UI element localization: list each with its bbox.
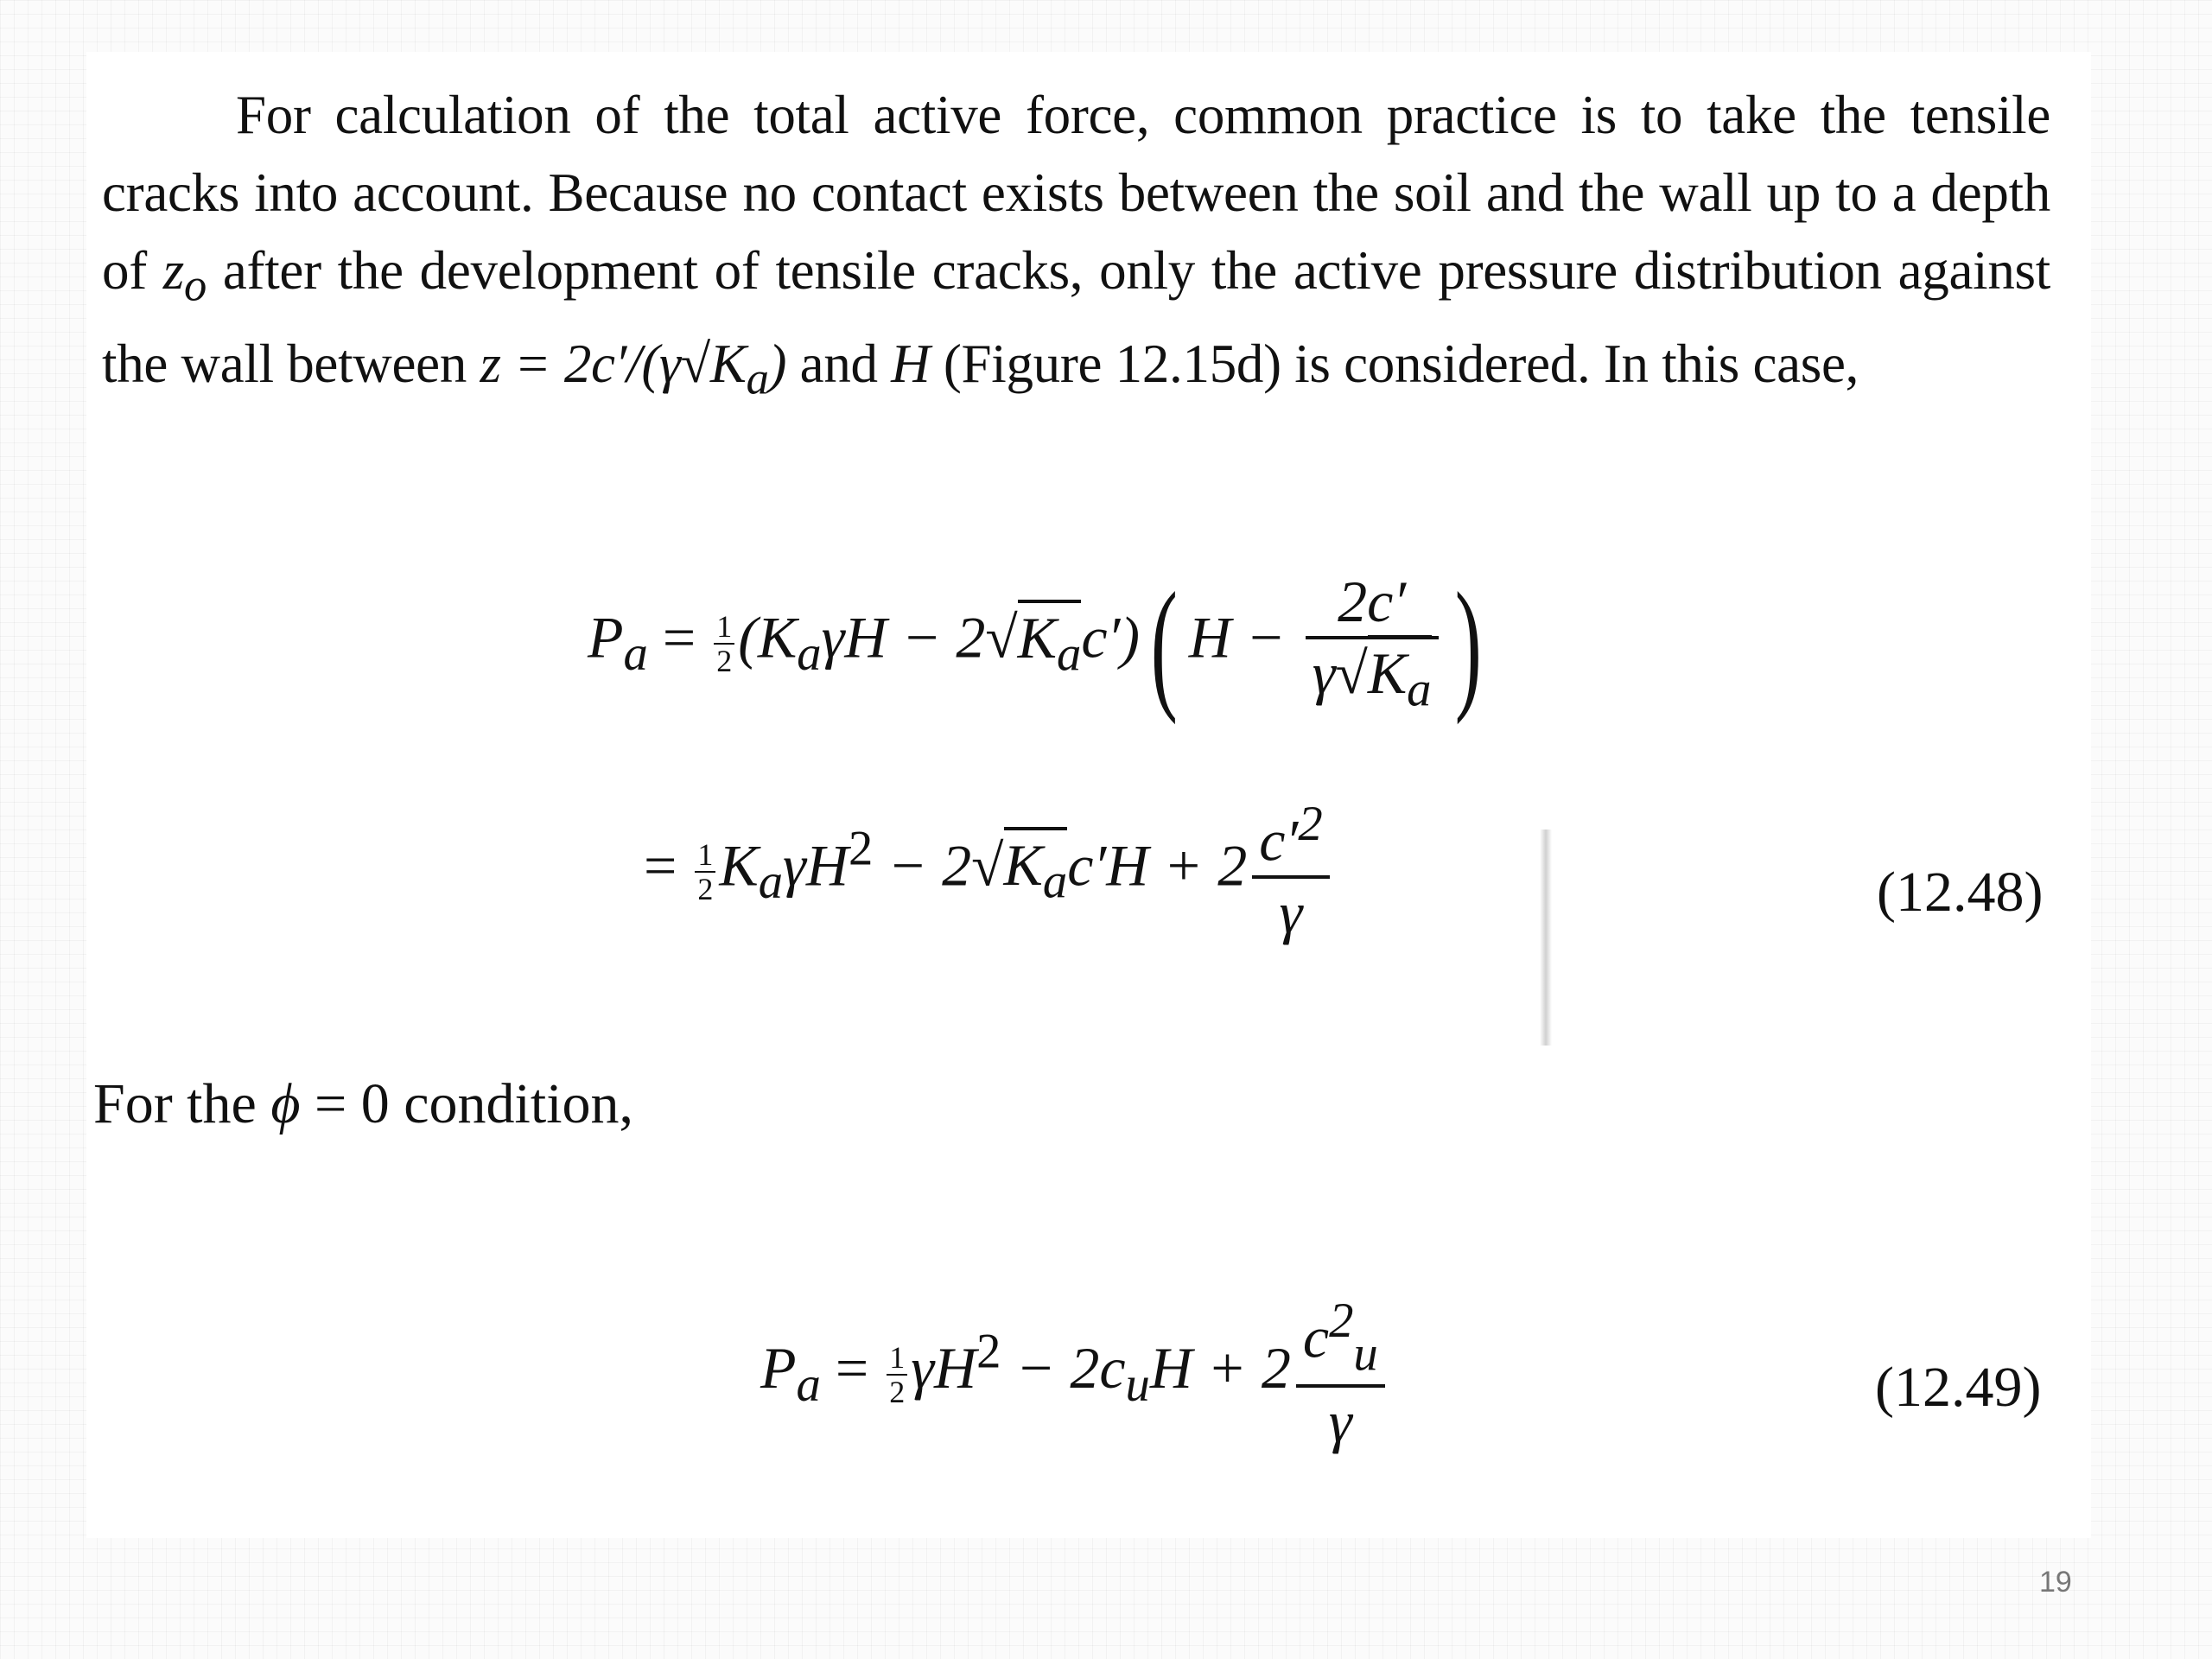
paragraph-text-2: after the development of tensile cracks, only the active pressure distribution against the wall between bbox=[102, 240, 2050, 394]
left-paren: ( bbox=[1150, 563, 1178, 725]
fraction-cu-squared-over-gamma: $\frac{c^2_u}{\gamma}$ bbox=[1296, 1296, 1385, 1452]
paragraph-text-3: and bbox=[786, 333, 892, 394]
half-fraction: $\frac{1}{2}$ bbox=[714, 611, 734, 677]
symbol-z-o: $z_o$ bbox=[162, 240, 207, 311]
fraction-2c-over-gamma-sqrt-ka: $\frac{2c'}{\gamma√K_a}$ bbox=[1306, 571, 1439, 716]
equation-12-48-line-1: $P_a$ = $\frac{1}{2}$ $(K_a\gamma H - 2√K_ac')$( H − $\frac{2c'}{\gamma√K_a}$ ) bbox=[588, 563, 1482, 725]
slide-page-number: 19 bbox=[2039, 1566, 2072, 1599]
phi-symbol: ϕ bbox=[270, 1072, 301, 1135]
equation-number-12-48: (12.48) bbox=[1877, 861, 2044, 924]
scan-smudge bbox=[1540, 830, 1552, 1046]
expression-z: $z = 2c'/(\gamma√K_a)$ bbox=[480, 333, 787, 404]
equation-number-12-49: (12.49) bbox=[1875, 1356, 2042, 1419]
equation-12-49: $P_a$ = $\frac{1}{2}$ $\gamma H^2 - 2c_uH + 2$ $\frac{c^2_u}{\gamma}$ bbox=[760, 1296, 1390, 1452]
half-fraction: $\frac{1}{2}$ bbox=[887, 1342, 907, 1408]
condition-text: For the ϕ = 0 condition, bbox=[93, 1072, 634, 1135]
right-paren: ) bbox=[1454, 563, 1482, 725]
body-paragraph bbox=[102, 76, 2050, 417]
paragraph-text-1: For calculation of the total active force, common practice is to take the tensile cracks into account. Because no contact exists between the soil and the wall up to a depth of bbox=[102, 85, 2050, 301]
fraction-c-squared-over-gamma: $\frac{c'^2}{\gamma}$ bbox=[1252, 799, 1329, 944]
symbol-H: H bbox=[891, 333, 931, 394]
equation-12-48-line-2: = $\frac{1}{2}$ $K_a\gamma H^2 - 2√K_ac'H + 2$ $\frac{c'^2}{\gamma}$ bbox=[644, 799, 1335, 944]
half-fraction: $\frac{1}{2}$ bbox=[695, 839, 715, 905]
paragraph-text-4: (Figure 12.15d) is considered. In this case, bbox=[930, 333, 1859, 394]
